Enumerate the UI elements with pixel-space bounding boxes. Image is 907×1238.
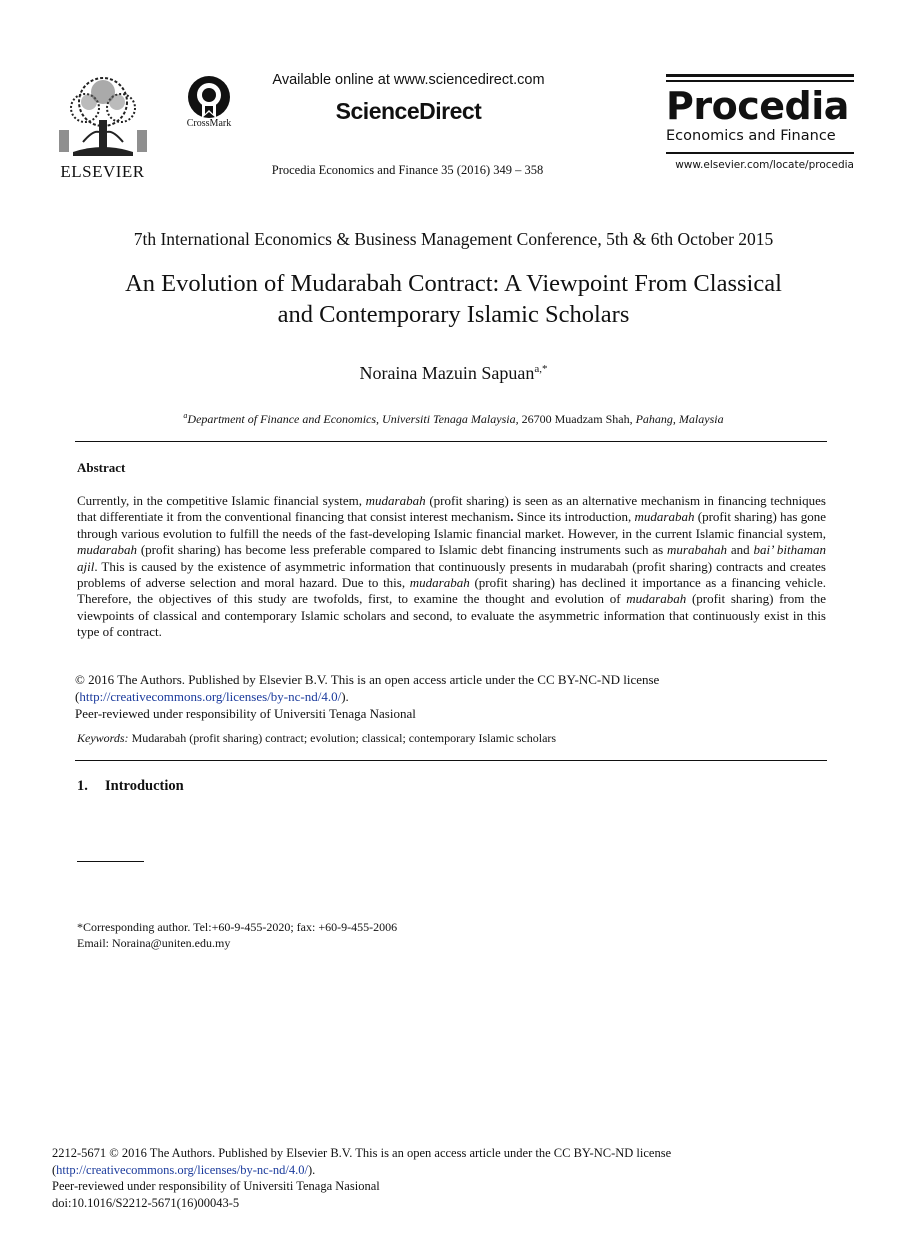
abstract-text: (profit sharing) is seen as an alternative mechanism in financing techniques that differentiate it from the conventional financing that consist interest mechanism <box>77 493 826 525</box>
footer-paren: ( <box>52 1162 57 1177</box>
license-line: © 2016 The Authors. Published by Elsevier B.V. This is an open access article under the CC BY-NC-ND license <box>75 672 660 687</box>
crossmark-logo[interactable] <box>180 74 238 134</box>
abstract-text: (profit sharing) has gone through various evolution to fulfill the needs of the fast-developing Islamic financial market. However, in the current Islamic financial system, <box>77 509 826 541</box>
abstract-term: murabahah <box>667 542 727 558</box>
abstract-term: mudarabah <box>409 575 470 591</box>
section-title: Introduction <box>105 778 184 794</box>
procedia-logo <box>666 74 854 171</box>
license-block <box>75 671 827 722</box>
abstract-term: mudarabah <box>77 542 137 558</box>
abstract-text: Since its introduction, <box>513 509 635 525</box>
author <box>40 363 867 384</box>
abstract-text: and <box>727 542 754 558</box>
footer-url-line <box>52 1162 671 1179</box>
footnote <box>77 920 397 951</box>
section-number: 1. <box>77 778 88 794</box>
abstract-term: bai’ bithaman ajil <box>77 542 826 574</box>
abstract-text: (profit sharing) from the viewpoints of classical and contemporary Islamic scholars and second, to evaluate the asymmetric information that continuously exist in this type of contract. <box>77 591 827 640</box>
license-link[interactable]: http://creativecommons.org/licenses/by-nc-nd/4.0/ <box>79 689 342 704</box>
procedia-top-rule <box>666 74 854 77</box>
page-footer <box>52 1145 671 1211</box>
crossmark-label: CrossMark <box>186 118 232 129</box>
procedia-url[interactable]: www.elsevier.com/locate/procedia <box>675 158 854 171</box>
sciencedirect-wordmark: ScienceDirect <box>335 98 482 124</box>
author-superscript: a,* <box>534 363 548 375</box>
procedia-bottom-rule <box>666 152 854 154</box>
affiliation-superscript: a <box>183 411 188 420</box>
author-email[interactable]: Email: Noraina@uniten.edu.my <box>77 935 231 950</box>
abstract-text: . <box>510 509 514 525</box>
divider-top <box>75 441 827 442</box>
footer-doi[interactable]: doi:10.1016/S2212-5671(16)00043-5 <box>52 1195 240 1210</box>
elsevier-tree-icon <box>53 72 153 160</box>
footer-license-link[interactable]: http://creativecommons.org/licenses/by-nc-nd/4.0/ <box>56 1162 308 1177</box>
crossmark-icon <box>186 74 232 120</box>
peer-review-line: Peer-reviewed under responsibility of Universiti Tenaga Nasional <box>75 706 416 721</box>
title-line-2: and Contemporary Islamic Scholars <box>277 301 630 328</box>
footer-license-line: 2212-5671 © 2016 The Authors. Published by Elsevier B.V. This is an open access article under the CC BY-NC-ND license <box>52 1146 672 1160</box>
abstract-term: mudarabah <box>626 591 687 607</box>
abstract-term: mudarabah <box>365 493 426 508</box>
procedia-name: Procedia <box>666 84 849 128</box>
procedia-top-rule-thin <box>666 80 854 82</box>
license-url-line <box>75 688 827 705</box>
affiliation-postal: 26700 Muadzam Shah, <box>518 412 636 426</box>
abstract-text: (profit sharing) has declined it importance as a financing vehicle. Therefore, the objectives of this study are twofolds, first, to examine the thought and evolution of <box>77 575 826 607</box>
keywords <box>77 731 827 746</box>
section-heading-introduction <box>77 778 184 795</box>
corresponding-author: *Corresponding author. Tel:+60-9-455-2020; fax: +60-9-455-2006 <box>77 920 398 934</box>
paper-title <box>40 268 867 330</box>
abstract-text: . This is caused by the existence of asymmetric information that continuously presents in mudarabah (profit sharing) contracts and creates problems of adverse selection and moral hazard. Due to this, <box>77 558 826 591</box>
affiliation-state: Pahang, Malaysia <box>635 412 724 426</box>
abstract-text: Currently, in the competitive Islamic financial system, <box>77 493 366 508</box>
journal-reference: Procedia Economics and Finance 35 (2016) 349 – 358 <box>271 163 544 177</box>
footer-peer-review: Peer-reviewed under responsibility of Universiti Tenaga Nasional <box>52 1179 380 1193</box>
affiliation-dept: Department of Finance and Economics, Universiti Tenaga Malaysia, <box>187 412 519 426</box>
title-line-1: An Evolution of Mudarabah Contract: A Viewpoint From Classical <box>125 270 782 297</box>
author-name: Noraina Mazuin Sapuan <box>359 363 535 383</box>
abstract-text: (profit sharing) has become less preferable compared to Islamic debt financing instruments such as <box>136 542 668 558</box>
keywords-label: Keywords: <box>77 731 129 745</box>
procedia-subtitle: Economics and Finance <box>666 128 836 144</box>
elsevier-wordmark: ELSEVIER <box>60 162 145 181</box>
license-paren: ( <box>75 689 80 704</box>
conference-name: 7th International Economics & Business Management Conference, 5th & 6th October 2015 <box>133 229 774 249</box>
divider-bottom <box>75 760 827 761</box>
available-online: Available online at www.sciencedirect.com <box>272 72 545 88</box>
abstract-body <box>77 493 826 641</box>
elsevier-logo <box>50 72 155 180</box>
footnote-rule <box>77 861 144 862</box>
affiliation <box>40 411 867 427</box>
keywords-text: Mudarabah (profit sharing) contract; evolution; classical; contemporary Islamic scholars <box>128 731 557 745</box>
license-paren: ). <box>341 689 349 704</box>
abstract-heading: Abstract <box>77 460 126 475</box>
footer-paren: ). <box>307 1162 316 1177</box>
abstract-term: mudarabah <box>634 509 695 525</box>
